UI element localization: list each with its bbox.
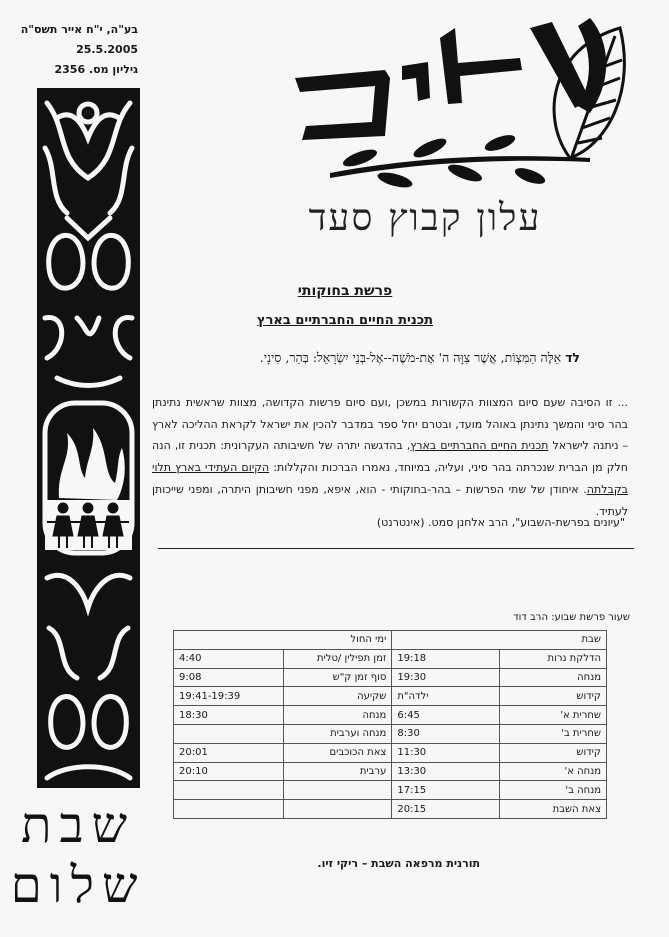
date-block [20, 20, 138, 80]
table-row [174, 687, 607, 706]
shiur-line: שעור פרשת שבוע: הרב דוד [513, 612, 630, 623]
article-part-2: , בהדגשה יתרה של חשיבותה העקרונית: תכנית זו, הנה חלק מן הברית שנכרתה בהר סיני, ועליה, במיוחד, נאמרו הברכות והקללות: [152, 439, 628, 475]
weekday-time [174, 800, 284, 819]
gregorian-date: 25.5.2005 [76, 43, 138, 56]
article-title: תכנית החיים החברתיים בארץ [256, 313, 433, 328]
shabbat-header: שבת [392, 631, 607, 650]
shabbat-time: ילדה"ת [392, 687, 499, 706]
article-source: "עיונים בפרשת-השבוע", הרב אלחנן סמט. (אינטרנט) [376, 516, 625, 529]
table-row [174, 743, 607, 762]
weekday-time [174, 781, 284, 800]
weekday-time: 9:08 [174, 668, 284, 687]
shabbat-label: מנחה א' [499, 762, 606, 781]
shabbat-word: שבת [21, 796, 135, 854]
verse-ref: לד [565, 350, 580, 365]
shabbat-time: 17:15 [392, 781, 499, 800]
shabbat-label: שחרית א' [499, 706, 606, 725]
parasha-title: פרשת בחוקותי [297, 283, 393, 299]
ornament-pattern-icon [37, 88, 140, 788]
weekday-time: 4:40 [174, 649, 284, 668]
shabbat-time: 11:30 [392, 743, 499, 762]
table-row [174, 800, 607, 819]
prayer-times-table [173, 630, 607, 819]
weekday-label [283, 781, 392, 800]
shabbat-label: קידוש [499, 687, 606, 706]
weekday-label: מנחה וערבית [283, 724, 392, 743]
table-row [174, 649, 607, 668]
weekday-label: צאת הכוכבים [283, 743, 392, 762]
shabbat-label: צאת השבת [499, 800, 606, 819]
shabbat-time: 13:30 [392, 762, 499, 781]
weekday-time: 19:41-19:39 [174, 687, 284, 706]
weekday-label: סוף זמן ק"ש [283, 668, 392, 687]
issue-number: גיליון מס. 2356 [54, 63, 138, 76]
shabbat-time: 8:30 [392, 724, 499, 743]
shabbat-label: שחרית ב' [499, 724, 606, 743]
divider [158, 548, 634, 549]
weekday-time [174, 724, 284, 743]
table-row [174, 706, 607, 725]
article-link-2: הקיום העתידי בארץ תלוי בקבלתה [152, 461, 628, 496]
newsletter-subtitle: עלון קבוץ סעד [308, 196, 542, 239]
weekday-label [283, 800, 392, 819]
shabbat-time: 19:30 [392, 668, 499, 687]
shabbat-label: מנחה [499, 668, 606, 687]
weekday-label: ערבית [283, 762, 392, 781]
article-link-1: תכנית החיים החברתיים בארץ [410, 439, 549, 453]
shabbat-time: 6:45 [392, 706, 499, 725]
shabbat-label: קידוש [499, 743, 606, 762]
shabbat-time: 20:15 [392, 800, 499, 819]
weekday-label: שקיעה [283, 687, 392, 706]
table-row [174, 668, 607, 687]
newsletter-logo [290, 8, 635, 203]
article-part-3: . איחודן של שתי הפרשות – בהר-בחוקותי - הוא, איפא, מפני חשיבותן היתרה, ומפני שייכותן לעתיד. [152, 482, 628, 518]
table-row [174, 724, 607, 743]
article-body [152, 392, 628, 522]
shabbat-label: הדלקת נרות [499, 649, 606, 668]
weekday-header: ימי החול [174, 631, 392, 650]
table-row [174, 762, 607, 781]
weekday-label: מנחה [283, 706, 392, 725]
shabbat-label: מנחה ב' [499, 781, 606, 800]
shalom-word: שלום [10, 856, 146, 914]
weekday-time: 18:30 [174, 706, 284, 725]
shabbat-time: 19:18 [392, 649, 499, 668]
article-part-1: ... זו הסיבה שעם סיום המצוות הקשורות במשכן ,ועם סיום פרשות הקדושה, מצוות שראשית נתינתן בהר סיני והמשך נתינתן באוהל מועד, ובטרם יחל ספר במדבר להכין את ישראל לקראת ההליכה לארץ – ניתנה לישראל [152, 396, 629, 453]
weekday-time: 20:01 [174, 743, 284, 762]
weekday-label: זמן תפילין /טלית [283, 649, 392, 668]
leaf-logo-icon [290, 8, 635, 203]
decorative-banner [37, 88, 140, 788]
verse-line [200, 350, 580, 366]
hebrew-date: בע"ה, י"ח אייר תשס"ה [20, 23, 138, 36]
shabbat-shalom-banner [8, 795, 148, 915]
weekday-time: 20:10 [174, 762, 284, 781]
table-header-row [174, 631, 607, 650]
verse-text: אֵלֶּה הַמִּצְוֹת, אֲשֶׁר צִוָּה ה' אֶת-מֹשֶׁה--אֶל-בְּנֵי יִשְׂרָאֵל: בְּהַר, סִינָי. [259, 350, 562, 365]
table-row [174, 781, 607, 800]
clinic-duty-note: תורנית מרפאה השבת – ריקי זיו. [317, 857, 480, 870]
